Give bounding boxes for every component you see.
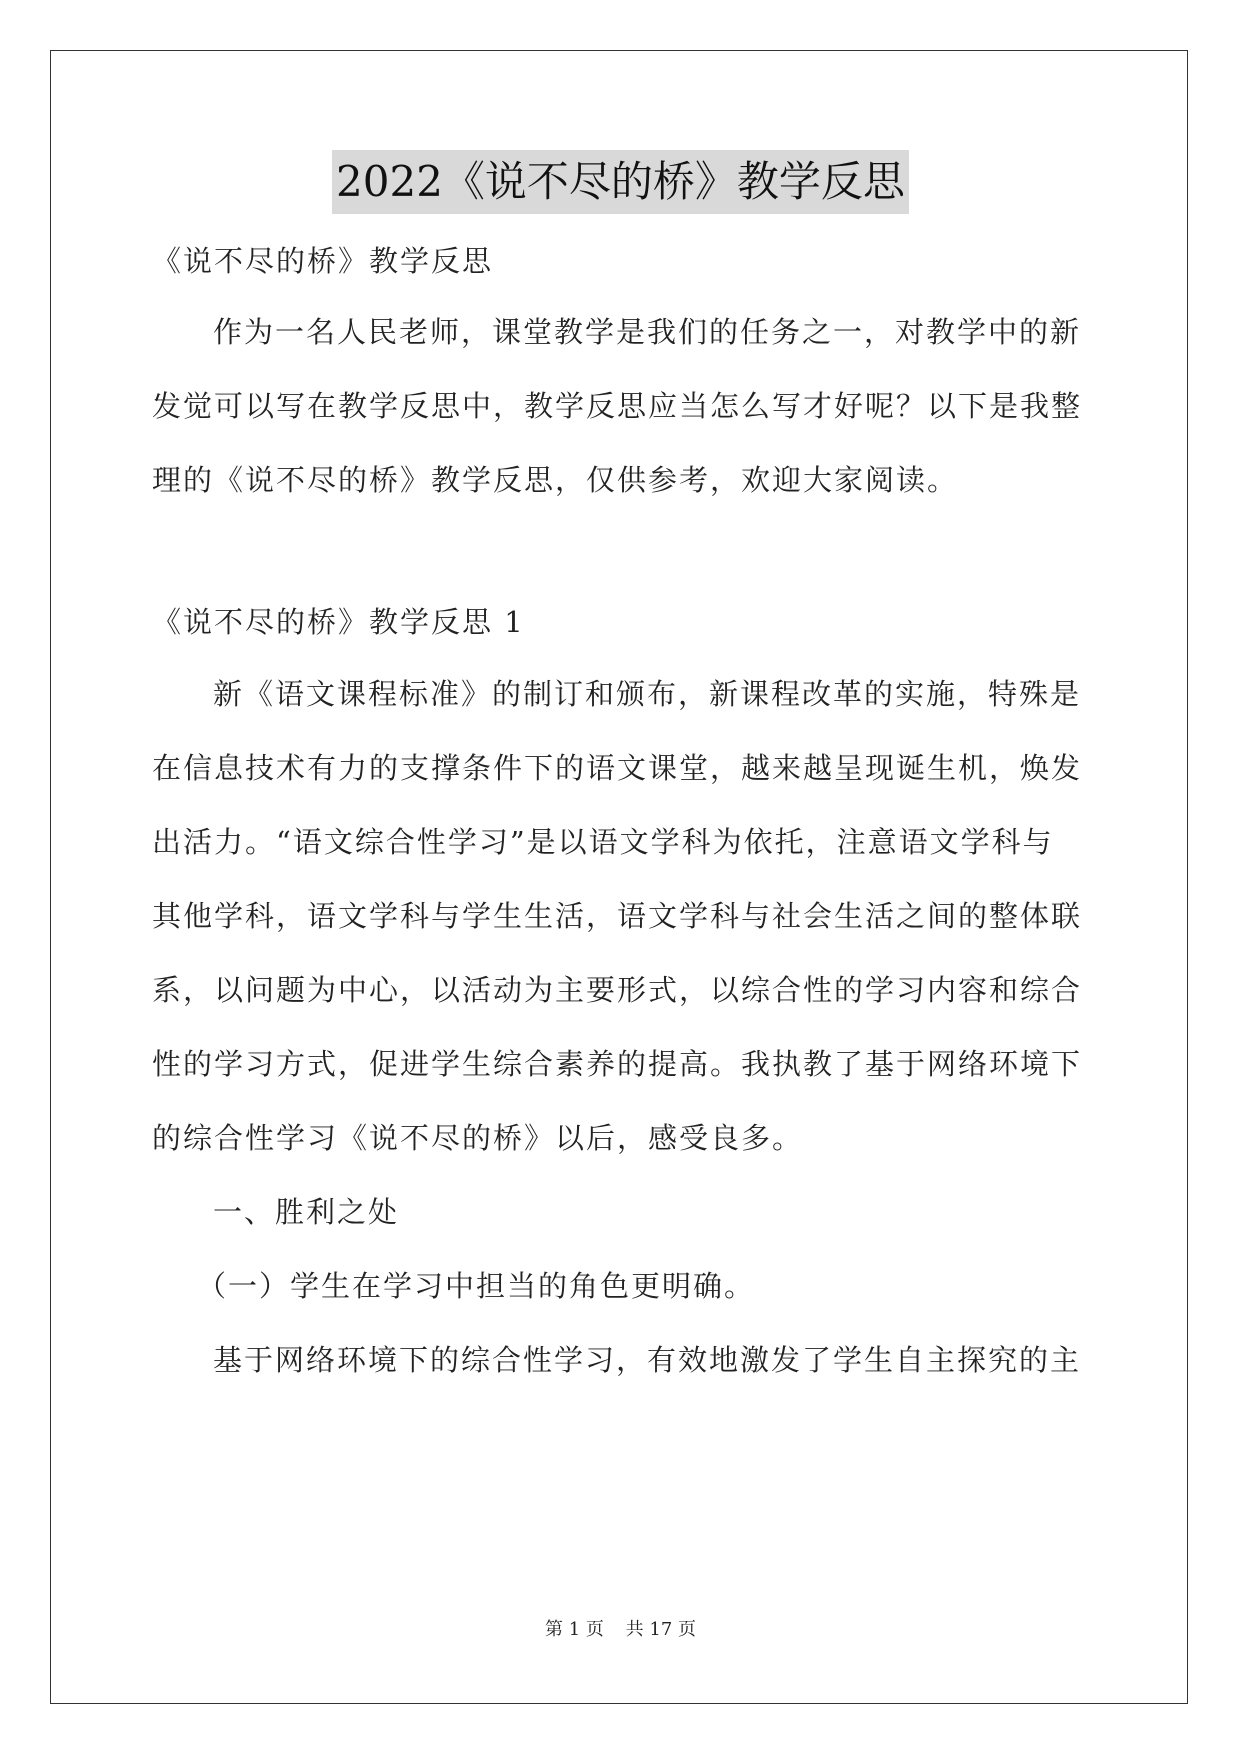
paragraph-line: 系，以问题为中心，以活动为主要形式，以综合性的学习内容和综合 xyxy=(152,973,1083,1007)
section-heading: 《说不尽的桥》教学反思 xyxy=(152,244,494,278)
subheading: （一）学生在学习中担当的角色更明确。 xyxy=(197,1269,756,1303)
paragraph-line: 作为一名人民老师，课堂教学是我们的任务之一，对教学中的新 xyxy=(213,315,1082,349)
paragraph-line: 理的《说不尽的桥》教学反思，仅供参考，欢迎大家阅读。 xyxy=(152,463,959,497)
title-container xyxy=(0,150,1241,214)
document-title: 2022《说不尽的桥》教学反思 xyxy=(332,150,909,214)
page-border xyxy=(50,50,1188,1704)
paragraph-line: 在信息技术有力的支撑条件下的语文课堂，越来越呈现诞生机，焕发 xyxy=(152,751,1083,785)
page-number: 第 1 页 xyxy=(545,1619,604,1640)
paragraph-line: 新《语文课程标准》的制订和颁布，新课程改革的实施，特殊是 xyxy=(213,677,1082,711)
paragraph-line: 基于网络环境下的综合性学习，有效地激发了学生自主探究的主 xyxy=(213,1343,1082,1377)
section-heading: 《说不尽的桥》教学反思 1 xyxy=(152,605,525,639)
paragraph-line: 的综合性学习《说不尽的桥》以后，感受良多。 xyxy=(152,1121,804,1155)
subheading: 一、胜利之处 xyxy=(213,1195,400,1229)
paragraph-line: 其他学科，语文学科与学生生活，语文学科与社会生活之间的整体联 xyxy=(152,899,1083,933)
paragraph-line: 发觉可以写在教学反思中，教学反思应当怎么写才好呢？以下是我整 xyxy=(152,389,1083,423)
paragraph-line: 出活力。“语文综合性学习”是以语文学科为依托，注意语文学科与 xyxy=(152,825,1054,859)
paragraph-line: 性的学习方式，促进学生综合素养的提高。我执教了基于网络环境下 xyxy=(152,1047,1083,1081)
page-total: 共 17 页 xyxy=(625,1619,696,1640)
page-footer xyxy=(0,1618,1241,1642)
